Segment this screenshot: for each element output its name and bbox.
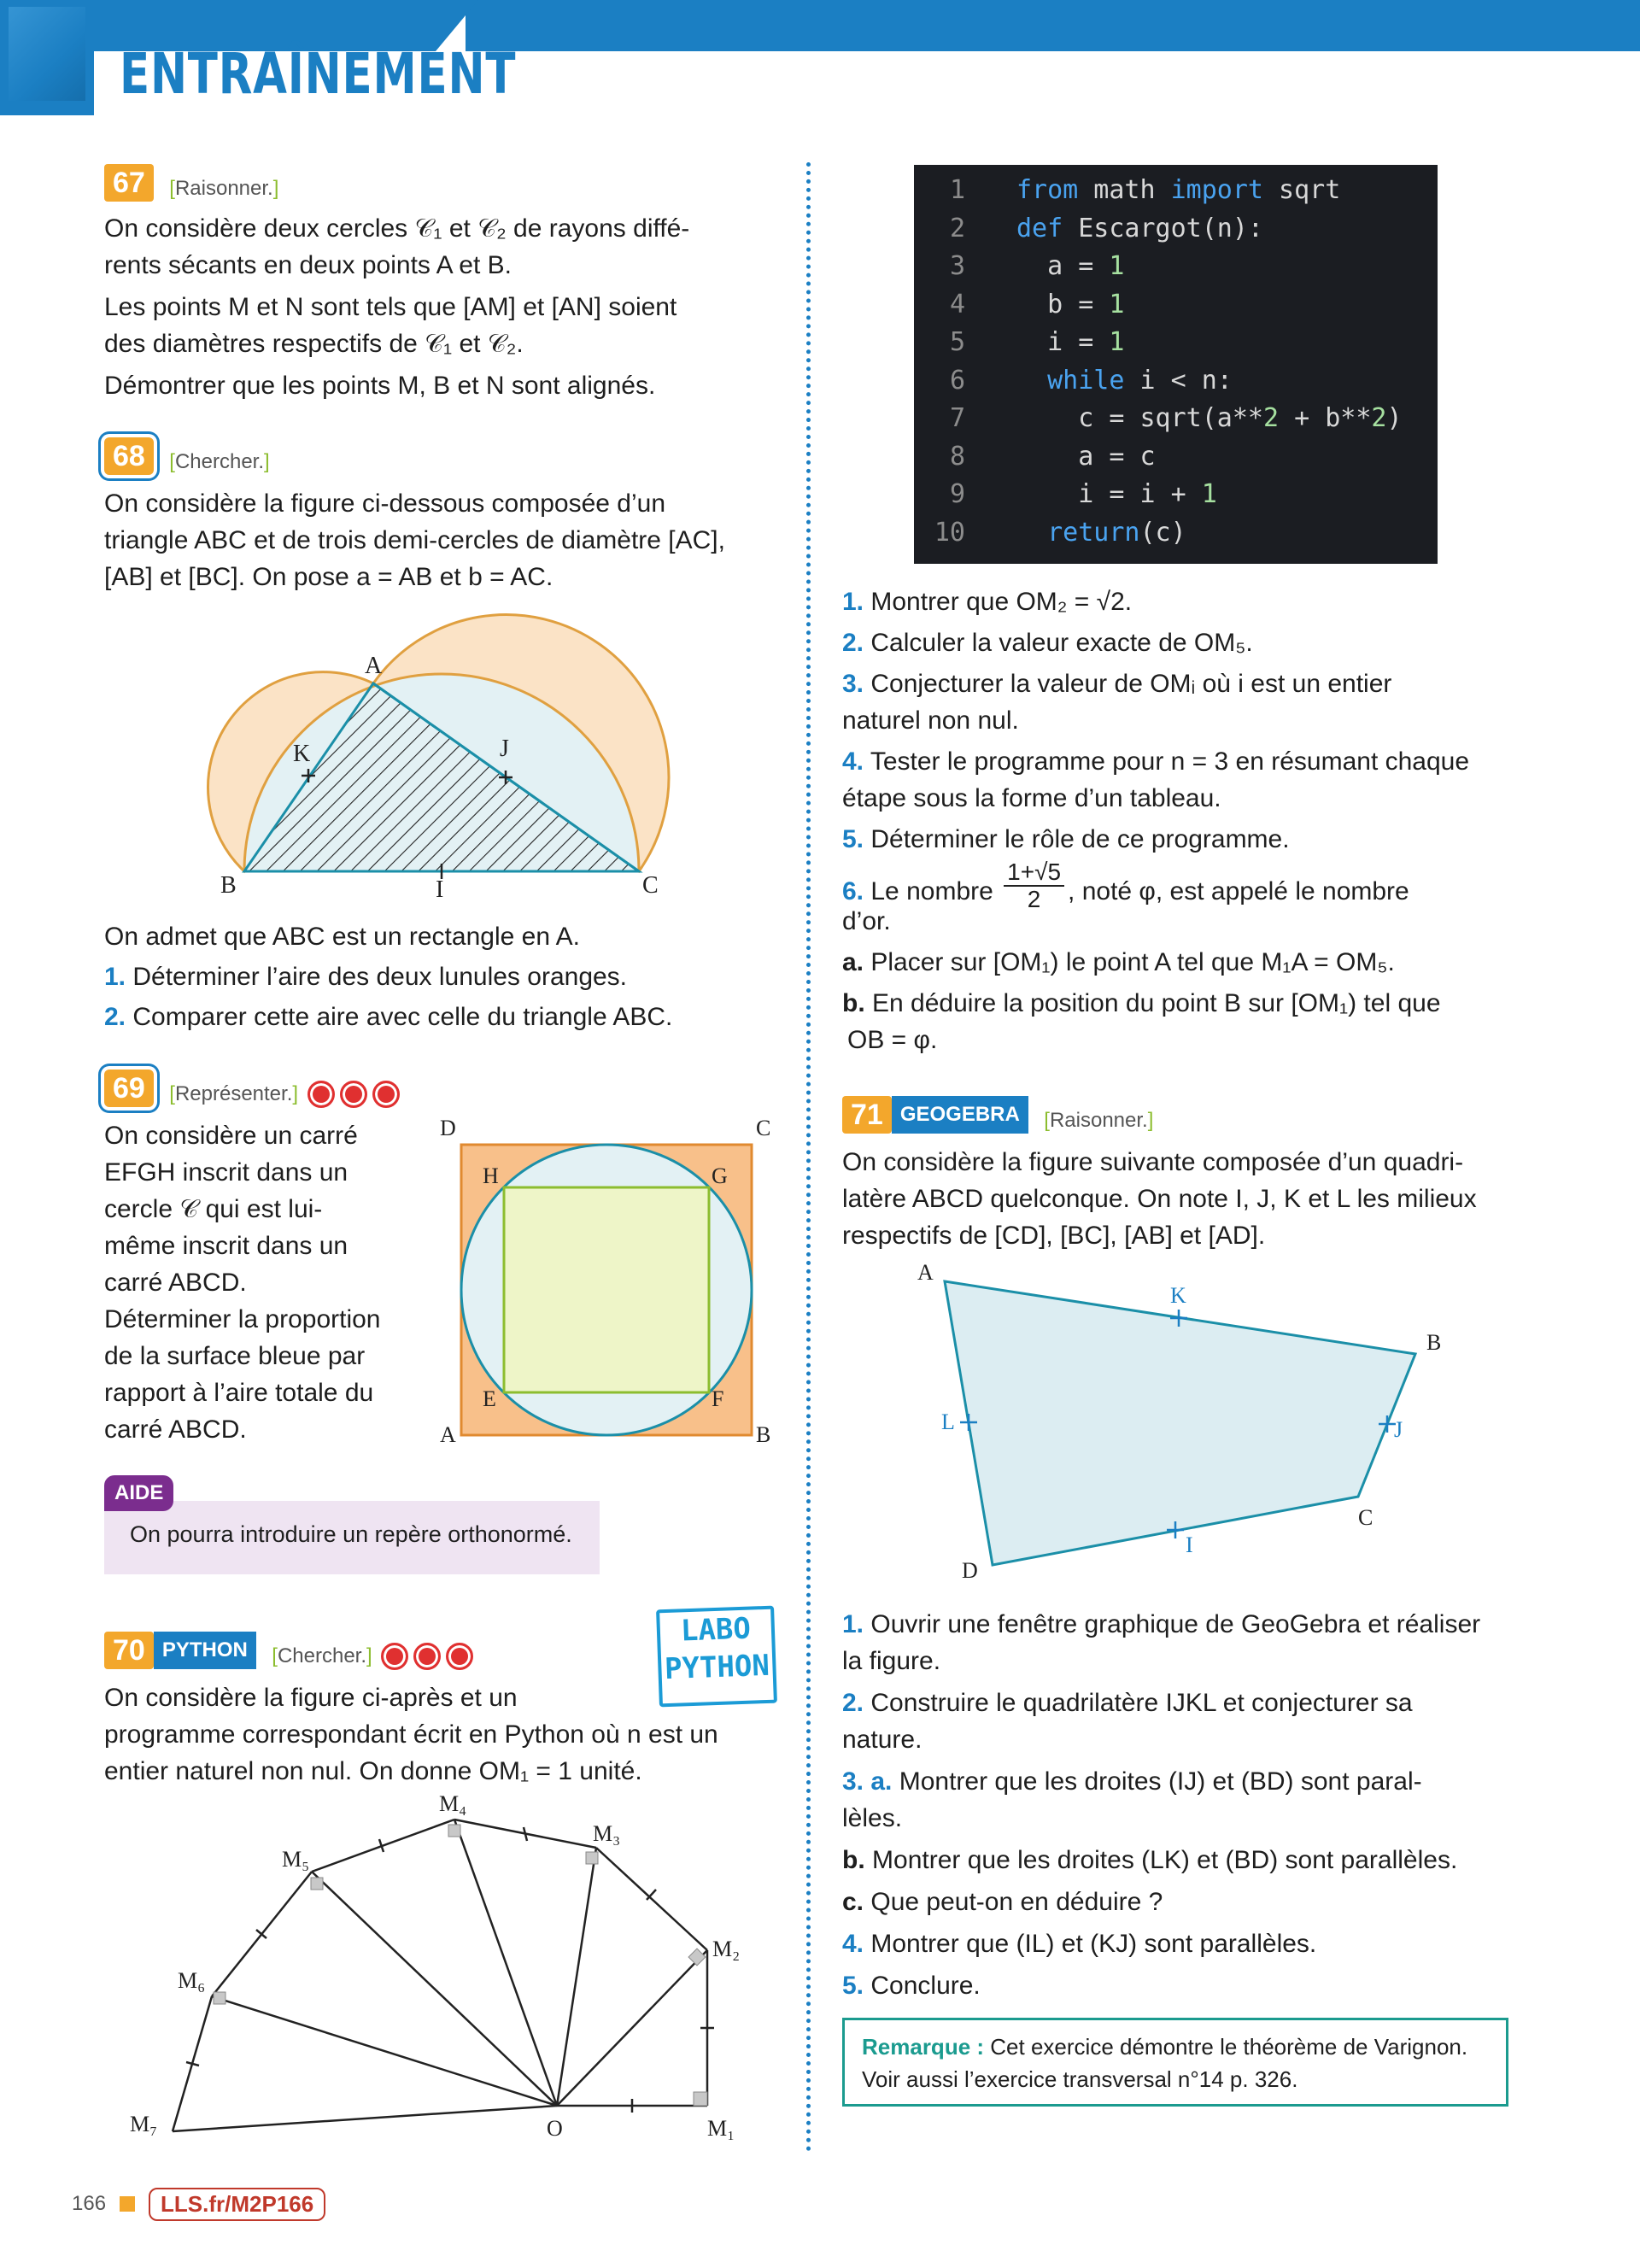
label-d: D [440,1116,456,1140]
label-a: A [440,1422,456,1447]
label-k: K [1170,1283,1186,1308]
python-code-block [914,165,1438,564]
exercise-68 [104,437,788,595]
lls-link[interactable]: LLS.fr/M2P166 [149,2188,325,2221]
question: nature. [842,1726,922,1754]
question: b. Montrer que les droites (LK) et (BD) sont parallèles. [842,1846,1458,1874]
code-line: 7 c = sqrt(a**2 + b**2) [949,403,1403,433]
label-m5: M₅ [282,1847,310,1872]
text-line: rents sécants en deux points A et B. [104,251,512,279]
question: 3. Conjecturer la valeur de OMᵢ où i est un entier [842,670,1392,698]
aide-box [104,1481,600,1574]
difficulty-dots [376,1649,473,1663]
exercise-number: 69 [104,1070,154,1107]
label-h: H [483,1163,499,1188]
label-m2: M₂ [712,1937,741,1961]
question: 1. Déterminer l’aire des deux lunules oranges. [104,963,628,991]
code-line: 3 a = 1 [949,251,1125,281]
exercise-tag: [Représenter.] [169,1081,299,1105]
question: 2. Construire le quadrilatère IJKL et conjecturer sa [842,1689,1413,1717]
text-line: rapport à l’aire totale du [104,1379,374,1407]
label-b: B [220,872,237,899]
label-d: D [962,1558,978,1583]
python-chip: PYTHON [154,1632,256,1669]
exercise-tag: [Chercher.] [272,1644,372,1667]
question: a. Placer sur [OM₁) le point A tel que M₁A = OM₅. [842,948,1395,976]
text-line: On considère la figure ci-après et un [104,1684,518,1712]
question: OB = φ. [847,1026,938,1054]
question: la figure. [842,1647,941,1675]
text-line: carré ABCD. [104,1269,247,1297]
text-line: respectifs de [CD], [BC], [AB] et [AD]. [842,1222,1266,1250]
label-f: F [712,1386,724,1411]
label-j: J [1394,1417,1403,1442]
label-e: E [483,1386,496,1411]
page-number: 166 [72,2192,107,2215]
question: 1. Montrer que OM₂ = √2. [842,588,1133,616]
label-i: I [436,876,444,903]
code-line: 5 i = 1 [949,327,1125,357]
difficulty-dots [302,1087,400,1101]
text-line: même inscrit dans un [104,1232,348,1260]
exercise-70-questions [842,583,1594,1058]
label-g: G [712,1163,728,1188]
label-m3: M₃ [593,1821,621,1846]
text-line: Déterminer la proportion [104,1305,381,1333]
label-j: J [500,735,509,762]
exercise-number: 70 [104,1632,154,1669]
code-line: 10 return(c) [934,517,1186,548]
question: b. En déduire la position du point B sur [OM₁) tel que [842,989,1441,1017]
square-icon [120,2196,135,2212]
code-line: 2 def Escargot(n): [949,213,1263,243]
label-i: I [1186,1533,1193,1557]
question: 5. Conclure. [842,1972,981,2000]
code-line: 1 from math import sqrt [949,175,1341,205]
geogebra-chip: GEOGEBRA [892,1096,1028,1134]
text-line: triangle ABC et de trois demi-cercles de diamètre [AC], [104,526,725,554]
exercise-tag: [Raisonner.] [1044,1108,1154,1132]
text-line: On considère un carré [104,1122,358,1150]
label-k: K [293,741,311,767]
label-m4: M₄ [439,1794,467,1816]
exercise-69 [104,1070,463,1448]
question: étape sous la forme d’un tableau. [842,784,1221,812]
question-6: 6. Le nombre $\frac{1+√5}{2}$ , noté φ, est appelé le nombre [842,859,1409,912]
header-cube-icon [9,7,85,101]
label-m1: M₁ [707,2116,735,2141]
remarque-line: Remarque : Cet exercice démontre le théorème de Varignon. [862,2034,1468,2060]
text-line: carré ABCD. [104,1415,247,1444]
label-o: O [547,2116,563,2141]
question: c. Que peut-on en déduire ? [842,1888,1163,1916]
aide-label: AIDE [104,1475,173,1511]
text-line: [AB] et [BC]. On pose a = AB et b = AC. [104,563,554,591]
question: d’or. [842,907,891,935]
exercise-71-questions [842,1606,1611,2004]
text-line: des diamètres respectifs de 𝒞₁ et 𝒞₂. [104,330,524,358]
text-line: latère ABCD quelconque. On note I, J, K et L les milieux [842,1185,1477,1213]
text-line: Démontrer que les points M, B et N sont alignés. [104,372,656,400]
question: 2. Calculer la valeur exacte de OM₅. [842,629,1253,657]
question: 2. Comparer cette aire avec celle du triangle ABC. [104,1003,673,1031]
remarque-line: Voir aussi l’exercice transversal n°14 p. 326. [862,2066,1298,2092]
remarque-label: Remarque : [862,2034,985,2060]
text-line: de la surface bleue par [104,1342,366,1370]
golden-fraction: $\frac{1+√5}{2}$ [1004,859,1064,912]
spiral-figure [120,1794,769,2144]
lunules-figure [179,602,692,910]
header-band [466,0,1640,51]
label-c: C [1358,1505,1374,1530]
code-line: 9 i = i + 1 [949,479,1217,509]
label-a: A [365,653,383,679]
exercise-68-questions [104,918,788,1035]
code-line: 8 a = c [949,441,1156,472]
question: 3. a. Montrer que les droites (IJ) et (BD) sont paral- [842,1767,1422,1796]
footer [72,2185,325,2223]
text-line: On considère la figure ci-dessous composée d’un [104,489,666,518]
code-line: 4 b = 1 [949,289,1125,319]
labo-python-stamp [656,1606,777,1708]
quadrilateral-figure [905,1260,1469,1585]
exercise-tag: [Raisonner.] [169,176,279,200]
text-line: entier naturel non nul. On donne OM₁ = 1 unité. [104,1757,642,1785]
question: naturel non nul. [842,706,1019,735]
text-line: On considère deux cercles 𝒞₁ et 𝒞₂ de rayons diffé- [104,214,690,243]
exercise-tag: [Chercher.] [169,449,270,473]
column-divider [806,162,811,2153]
labo-line: PYTHON [664,1648,770,1687]
question: 4. Tester le programme pour n = 3 en résumant chaque [842,747,1470,776]
label-c: C [642,872,659,899]
exercise-71 [842,1096,1594,1254]
aide-text: On pourra introduire un repère orthonormé. [130,1521,572,1547]
label-l: L [941,1409,955,1434]
question: 1. Ouvrir une fenêtre graphique de GeoGebra et réaliser [842,1610,1481,1638]
exercise-number: 71 [842,1096,892,1134]
exercise-67 [104,164,770,404]
question: 5. Déterminer le rôle de ce programme. [842,825,1290,853]
question: 4. Montrer que (IL) et (KJ) sont parallèles. [842,1930,1317,1958]
code-line: 6 while i < n: [949,365,1233,396]
label-b: B [1426,1330,1442,1355]
exercise-number: 68 [104,437,154,475]
label-a: A [917,1260,934,1285]
labo-line: LABO [680,1611,752,1649]
label-m7: M₇ [130,2112,158,2136]
square-circle-figure [431,1115,790,1456]
question: lèles. [842,1804,903,1832]
label-b: B [756,1422,771,1447]
remarque-box [842,2018,1508,2107]
text-line: programme correspondant écrit en Python où n est un [104,1720,718,1749]
page-title: ENTRAÎNEMENT [120,41,517,107]
text-line: On considère la figure suivante composée d’un quadri- [842,1148,1464,1176]
label-m6: M₆ [178,1968,206,1993]
label-c: C [756,1116,771,1140]
statement: On admet que ABC est un rectangle en A. [104,923,581,951]
text-line: cercle 𝒞 qui est lui- [104,1195,323,1223]
text-line: Les points M et N sont tels que [AM] et [AN] soient [104,293,677,321]
exercise-number: 67 [104,164,154,202]
text-line: EFGH inscrit dans un [104,1158,348,1187]
